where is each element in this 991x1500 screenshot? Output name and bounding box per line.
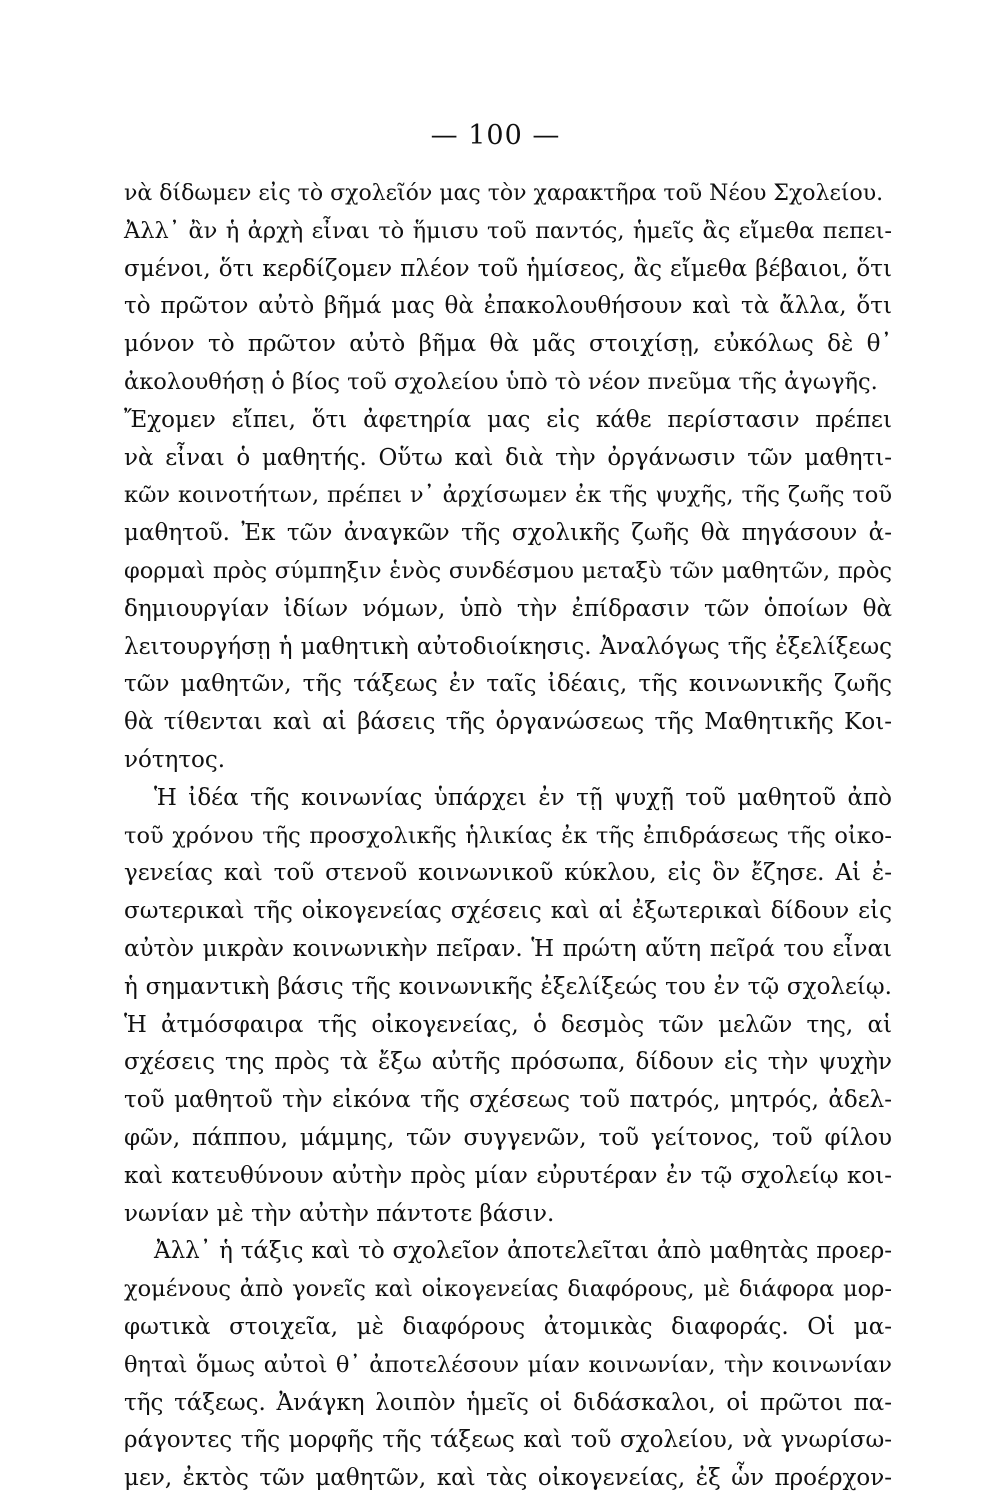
body-text xyxy=(124,175,892,1498)
text-line: Ἡ ἰδέα τῆς κοινωνίας ὑπάρχει ἐν τῇ ψυχῇ τοῦ μαθητοῦ ἀπὸ xyxy=(154,784,892,811)
text-line: σχέσεις της πρὸς τὰ ἔξω αὐτῆς πρόσωπα, δίδουν εἰς τὴν ψυχὴν xyxy=(124,1049,892,1076)
text-line: δημιουργίαν ἰδίων νόμων, ὑπὸ τὴν ἐπίδρασιν τῶν ὁποίων θὰ xyxy=(124,595,892,622)
text-line: Ἀλλ᾽ ἂν ἡ ἀρχὴ εἶναι τὸ ἥμισυ τοῦ παντός, ἡμεῖς ἂς εἴμεθα πεπει- xyxy=(124,217,892,244)
text-line: ἀκολουθήσῃ ὁ βίος τοῦ σχολείου ὑπὸ τὸ νέον πνεῦμα τῆς ἀγωγῆς. xyxy=(124,368,878,395)
text-line: μεν, ἐκτὸς τῶν μαθητῶν, καὶ τὰς οἰκογενείας, ἐξ ὧν προέρχον- xyxy=(124,1465,892,1492)
text-line: θὰ τίθενται καὶ αἱ βάσεις τῆς ὀργανώσεως τῆς Μαθητικῆς Κοι- xyxy=(124,709,892,736)
text-line: τοῦ μαθητοῦ τὴν εἰκόνα τῆς σχέσεως τοῦ πατρός, μητρός, ἀδελ- xyxy=(124,1087,892,1114)
text-line: ράγοντες τῆς μορφῆς τῆς τάξεως καὶ τοῦ σχολείου, νὰ γνωρίσω- xyxy=(124,1427,892,1454)
text-line: τῆς τάξεως. Ἀνάγκη λοιπὸν ἡμεῖς οἱ διδάσκαλοι, οἱ πρῶτοι πα- xyxy=(124,1389,892,1416)
text-line: φωτικὰ στοιχεῖα, μὲ διαφόρους ἀτομικὰς διαφοράς. Οἱ μα- xyxy=(124,1313,892,1340)
text-line: νωνίαν μὲ τὴν αὐτὴν πάντοτε βάσιν. xyxy=(124,1200,555,1227)
text-line: γενείας καὶ τοῦ στενοῦ κοινωνικοῦ κύκλου, εἰς ὃν ἔζησε. Αἱ ἐ- xyxy=(124,860,892,887)
text-line: χομένους ἀπὸ γονεῖς καὶ οἰκογενείας διαφόρους, μὲ διάφορα μορ- xyxy=(124,1276,892,1303)
text-line: μόνον τὸ πρῶτον αὐτὸ βῆμα θὰ μᾶς στοιχίσῃ, εὐκόλως δὲ θ᾽ xyxy=(124,331,892,358)
text-line: Ἀλλ᾽ ἡ τάξις καὶ τὸ σχολεῖον ἀποτελεῖται ἀπὸ μαθητὰς προερ- xyxy=(154,1238,892,1265)
text-line: Ἔχομεν εἴπει, ὅτι ἀφετηρία μας εἰς κάθε περίστασιν πρέπει xyxy=(124,406,892,433)
text-line: τοῦ χρόνου τῆς προσχολικῆς ἡλικίας ἐκ τῆς ἐπιδράσεως τῆς οἰκο- xyxy=(124,822,892,849)
text-line: φορμαὶ πρὸς σύμπηξιν ἑνὸς συνδέσμου μεταξὺ τῶν μαθητῶν, πρὸς xyxy=(124,557,892,584)
text-line: Ἡ ἀτμόσφαιρα τῆς οἰκογενείας, ὁ δεσμὸς τῶν μελῶν της, αἱ xyxy=(124,1011,892,1038)
text-line: μαθητοῦ. Ἐκ τῶν ἀναγκῶν τῆς σχολικῆς ζωῆς θὰ πηγάσουν ἀ- xyxy=(124,520,892,547)
page-number: — 100 — xyxy=(430,120,561,151)
text-line: νὰ δίδωμεν εἰς τὸ σχολεῖόν μας τὸν χαρακτῆρα τοῦ Νέου Σχολείου. xyxy=(124,181,884,206)
text-line: λειτουργήσῃ ἡ μαθητικὴ αὐτοδιοίκησις. Ἀναλόγως τῆς ἐξελίξεως xyxy=(124,633,892,660)
text-line: κῶν κοινοτήτων, πρέπει ν᾽ ἀρχίσωμεν ἐκ τῆς ψυχῆς, τῆς ζωῆς τοῦ xyxy=(124,482,892,509)
text-line: φῶν, πάππου, μάμμης, τῶν συγγενῶν, τοῦ γείτονος, τοῦ φίλου xyxy=(124,1124,892,1151)
text-line: ἡ σημαντικὴ βάσις τῆς κοινωνικῆς ἐξελίξεώς του ἐν τῷ σχολείῳ. xyxy=(124,973,892,1000)
text-line: τῶν μαθητῶν, τῆς τάξεως ἐν ταῖς ἰδέαις, τῆς κοινωνικῆς ζωῆς xyxy=(124,671,892,698)
text-line: αὐτὸν μικρὰν κοινωνικὴν πεῖραν. Ἡ πρώτη αὕτη πεῖρά του εἶναι xyxy=(124,935,892,962)
text-line: θηταὶ ὅμως αὐτοὶ θ᾽ ἀποτελέσουν μίαν κοινωνίαν, τὴν κοινωνίαν xyxy=(124,1351,892,1378)
text-line: σμένοι, ὅτι κερδίζομεν πλέον τοῦ ἡμίσεος, ἂς εἴμεθα βέβαιοι, ὅτι xyxy=(124,255,892,282)
text-line: τὸ πρῶτον αὐτὸ βῆμά μας θὰ ἐπακολουθήσουν καὶ τὰ ἄλλα, ὅτι xyxy=(124,293,892,320)
text-line: νότητος. xyxy=(124,746,226,773)
text-line: νὰ εἶναι ὁ μαθητής. Οὕτω καὶ διὰ τὴν ὀργάνωσιν τῶν μαθητι- xyxy=(124,444,892,471)
text-line: σωτερικαὶ τῆς οἰκογενείας σχέσεις καὶ αἱ ἐξωτερικαὶ δίδουν εἰς xyxy=(124,898,892,925)
text-line: καὶ κατευθύνουν αὐτὴν πρὸς μίαν εὐρυτέραν ἐν τῷ σχολείῳ κοι- xyxy=(124,1162,892,1189)
